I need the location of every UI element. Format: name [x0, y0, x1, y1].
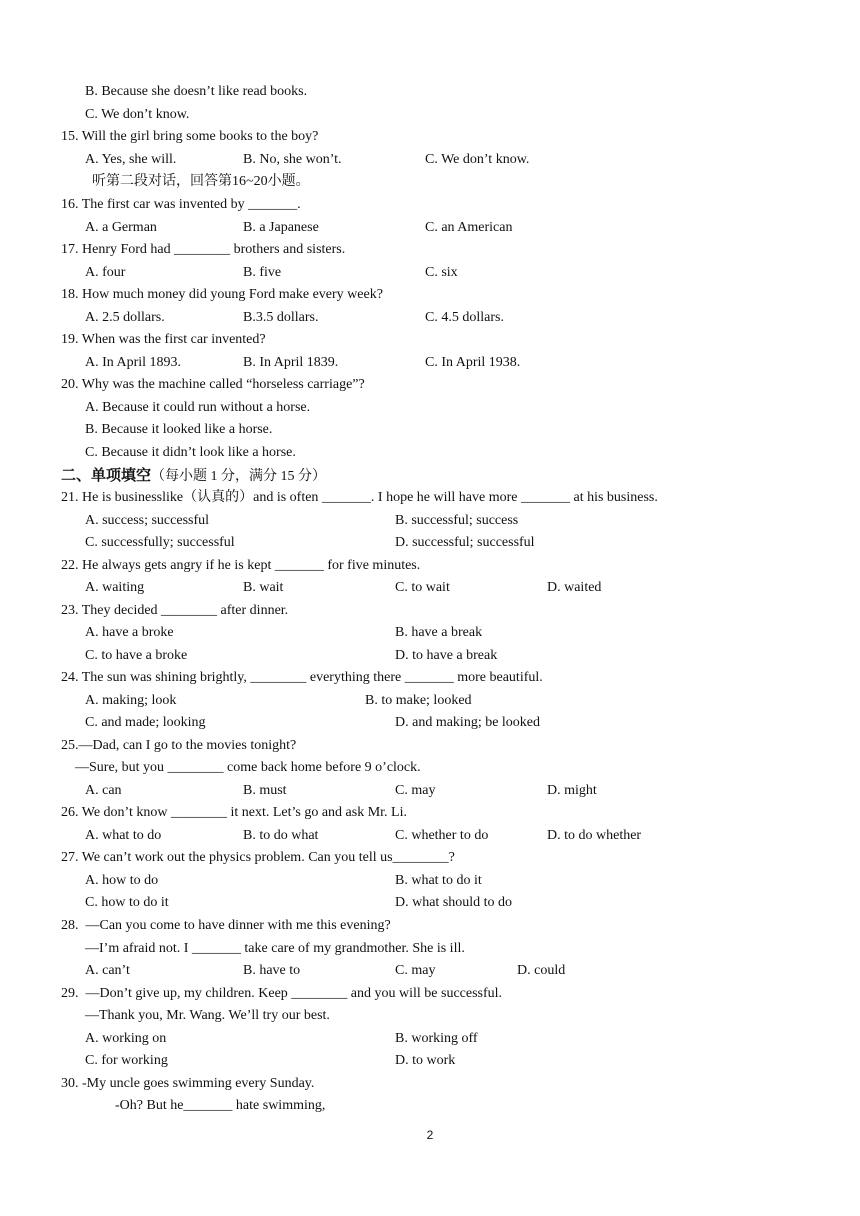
q19-option-a: A. In April 1893.: [85, 355, 182, 370]
q28-stem: 28. —Can you come to have dinner with me this evening?: [61, 918, 391, 933]
q18-option-c: C. 4.5 dollars.: [425, 310, 504, 325]
q21-option-a: A. success; successful: [85, 513, 210, 528]
q25-option-b: B. must: [243, 783, 287, 798]
q27-option-a: A. how to do: [85, 873, 159, 888]
q20-option-a: A. Because it could run without a horse.: [85, 400, 311, 415]
q29-option-a: A. working on: [85, 1031, 167, 1046]
q24-option-d: D. and making; be looked: [395, 715, 541, 730]
q28-option-d: D. could: [517, 963, 566, 978]
page-number: 2: [426, 1128, 434, 1142]
q24-option-c: C. and made; looking: [85, 715, 206, 730]
listening-instruction: 听第二段对话，回答第16~20小题。: [92, 174, 310, 189]
q15-option-b: B. No, she won’t.: [243, 152, 342, 167]
q28-reply: —I’m afraid not. I _______ take care of my grandmother. She is ill.: [85, 941, 465, 956]
q15-stem: 15. Will the girl bring some books to the boy?: [61, 129, 319, 144]
q17-option-a: A. four: [85, 265, 126, 280]
q26-option-d: D. to do whether: [547, 828, 642, 843]
q28-option-c: C. may: [395, 963, 436, 978]
q21-option-d: D. successful; successful: [395, 535, 535, 550]
q26-option-b: B. to do what: [243, 828, 319, 843]
q19-stem: 19. When was the first car invented?: [61, 332, 266, 347]
q29-reply: —Thank you, Mr. Wang. We’ll try our best.: [85, 1008, 330, 1023]
q16-stem: 16. The first car was invented by _______.: [61, 197, 301, 212]
q24-stem: 24. The sun was shining brightly, ________ everything there _______ more beautiful.: [61, 670, 543, 685]
q21-option-b: B. successful; success: [395, 513, 519, 528]
q16-option-b: B. a Japanese: [243, 220, 319, 235]
q17-option-c: C. six: [425, 265, 458, 280]
q23-stem: 23. They decided ________ after dinner.: [61, 603, 289, 618]
q22-option-a: A. waiting: [85, 580, 145, 595]
q16-option-a: A. a German: [85, 220, 157, 235]
q15-option-a: A. Yes, she will.: [85, 152, 177, 167]
q24-option-b: B. to make; looked: [365, 693, 472, 708]
q23-option-b: B. have a break: [395, 625, 483, 640]
q30-stem: 30. -My uncle goes swimming every Sunday.: [61, 1076, 315, 1091]
q26-option-c: C. whether to do: [395, 828, 489, 843]
q22-stem: 22. He always gets angry if he is kept _______ for five minutes.: [61, 558, 421, 573]
q27-option-d: D. what should to do: [395, 895, 513, 910]
q22-option-c: C. to wait: [395, 580, 450, 595]
q15-option-c: C. We don’t know.: [425, 152, 530, 167]
q16-option-c: C. an American: [425, 220, 513, 235]
q23-option-c: C. to have a broke: [85, 648, 188, 663]
q22-option-d: D. waited: [547, 580, 602, 595]
section-heading: [61, 466, 326, 486]
q27-stem: 27. We can’t work out the physics problem. Can you tell us________?: [61, 850, 455, 865]
q23-option-d: D. to have a break: [395, 648, 498, 663]
q18-option-a: A. 2.5 dollars.: [85, 310, 165, 325]
q17-option-b: B. five: [243, 265, 282, 280]
q14-option-b: B. Because she doesn’t like read books.: [85, 84, 308, 99]
section-note: （每小题 1 分，满分 15 分）: [151, 469, 327, 484]
q28-option-a: A. can’t: [85, 963, 130, 978]
q19-option-c: C. In April 1938.: [425, 355, 521, 370]
q29-option-c: C. for working: [85, 1053, 168, 1068]
q25-option-c: C. may: [395, 783, 436, 798]
q22-option-b: B. wait: [243, 580, 284, 595]
q24-option-a: A. making; look: [85, 693, 177, 708]
q29-option-b: B. working off: [395, 1031, 478, 1046]
q26-stem: 26. We don’t know ________ it next. Let’s go and ask Mr. Li.: [61, 805, 407, 820]
q27-option-c: C. how to do it: [85, 895, 169, 910]
q14-option-c: C. We don’t know.: [85, 107, 190, 122]
q20-option-c: C. Because it didn’t look like a horse.: [85, 445, 296, 460]
q21-stem: 21. He is businesslike（认真的）and is often _______. I hope he will have more _______ at his business.: [61, 490, 658, 505]
q25-reply: —Sure, but you ________ come back home before 9 o’clock.: [75, 760, 421, 775]
q29-stem: 29. —Don’t give up, my children. Keep ________ and you will be successful.: [61, 986, 503, 1001]
q20-option-b: B. Because it looked like a horse.: [85, 422, 273, 437]
section-title: 二、单项填空: [61, 466, 152, 484]
q20-stem: 20. Why was the machine called “horseless carriage”?: [61, 377, 365, 392]
q29-option-d: D. to work: [395, 1053, 456, 1068]
q21-option-c: C. successfully; successful: [85, 535, 235, 550]
q19-option-b: B. In April 1839.: [243, 355, 339, 370]
q23-option-a: A. have a broke: [85, 625, 174, 640]
q30-reply: -Oh? But he_______ hate swimming,: [115, 1098, 326, 1113]
q17-stem: 17. Henry Ford had ________ brothers and sisters.: [61, 242, 346, 257]
q18-stem: 18. How much money did young Ford make every week?: [61, 287, 383, 302]
q25-stem: 25.—Dad, can I go to the movies tonight?: [61, 738, 297, 753]
q28-option-b: B. have to: [243, 963, 301, 978]
q25-option-d: D. might: [547, 783, 597, 798]
q27-option-b: B. what to do it: [395, 873, 482, 888]
q26-option-a: A. what to do: [85, 828, 162, 843]
q18-option-b: B.3.5 dollars.: [243, 310, 319, 325]
q25-option-a: A. can: [85, 783, 122, 798]
